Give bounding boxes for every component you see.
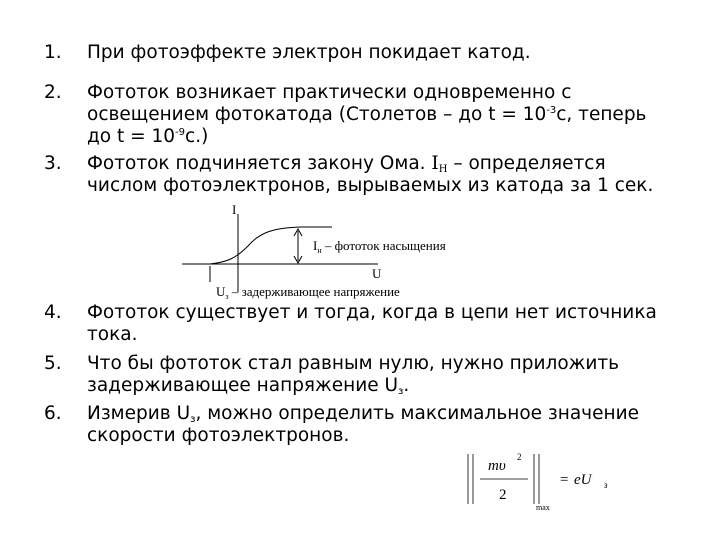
item-text: [87, 353, 687, 397]
item-text: [87, 153, 687, 197]
formula-subscript: max: [536, 503, 550, 512]
item-number: 5.: [44, 353, 62, 374]
saturation-label: $I_н$ – фототок насыщения: [313, 238, 446, 255]
formula-numerator: mυ: [488, 458, 506, 474]
item-line: задерживающее напряжение $U_з$.: [87, 375, 410, 397]
stop-voltage-label: $U_з$ – задерживающее напряжение: [216, 284, 400, 301]
item-line: скорости фотоэлектронов.: [87, 425, 350, 446]
item-line: Фототок возникает практически одновременно с: [87, 82, 572, 103]
exponent: -9: [175, 127, 186, 138]
formula-rhs: eU: [574, 472, 592, 488]
item-text: При фотоэффекте электрон покидает катод.: [87, 42, 531, 63]
kinetic-energy-formula: [460, 448, 640, 518]
item-line: Измерив $U_з$, можно определить максимальное значение: [87, 403, 639, 425]
item-line: тока.: [87, 324, 138, 345]
formula-rhs-subscript: з: [604, 480, 608, 490]
current-symbol: I: [431, 153, 439, 174]
formula-equals: =: [560, 472, 569, 488]
item-number: 2.: [44, 82, 62, 103]
y-axis-label: I: [232, 202, 237, 217]
item-line: до $t = 10^{-9}с$.): [87, 126, 209, 147]
item-line: Фототок подчиняется закону Ома. $I_Н$ – определяется: [87, 153, 606, 175]
item-line: освещением фотокатода (Столетов – до $t = 10^{-3}с$, теперь: [87, 104, 647, 125]
item-number: 6.: [44, 403, 62, 424]
iv-curve-diagram: [170, 200, 530, 305]
item-number: 3.: [44, 153, 62, 174]
x-axis-label: U: [372, 266, 382, 281]
formula-exponent: 2: [517, 452, 522, 462]
item-text: [87, 302, 687, 346]
exponent: -3: [546, 105, 557, 116]
item-line: числом фотоэлектронов, вырываемых из катода за 1 сек.: [87, 175, 654, 196]
item-text: [87, 403, 687, 447]
item-number: 1.: [44, 42, 62, 63]
item-text: [87, 82, 687, 148]
formula-denominator: 2: [499, 487, 507, 503]
item-line: Что бы фототок стал равным нулю, нужно приложить: [87, 353, 620, 374]
item-number: 4.: [44, 302, 62, 323]
item-line: Фототок существует и тогда, когда в цепи нет источника: [87, 302, 657, 323]
